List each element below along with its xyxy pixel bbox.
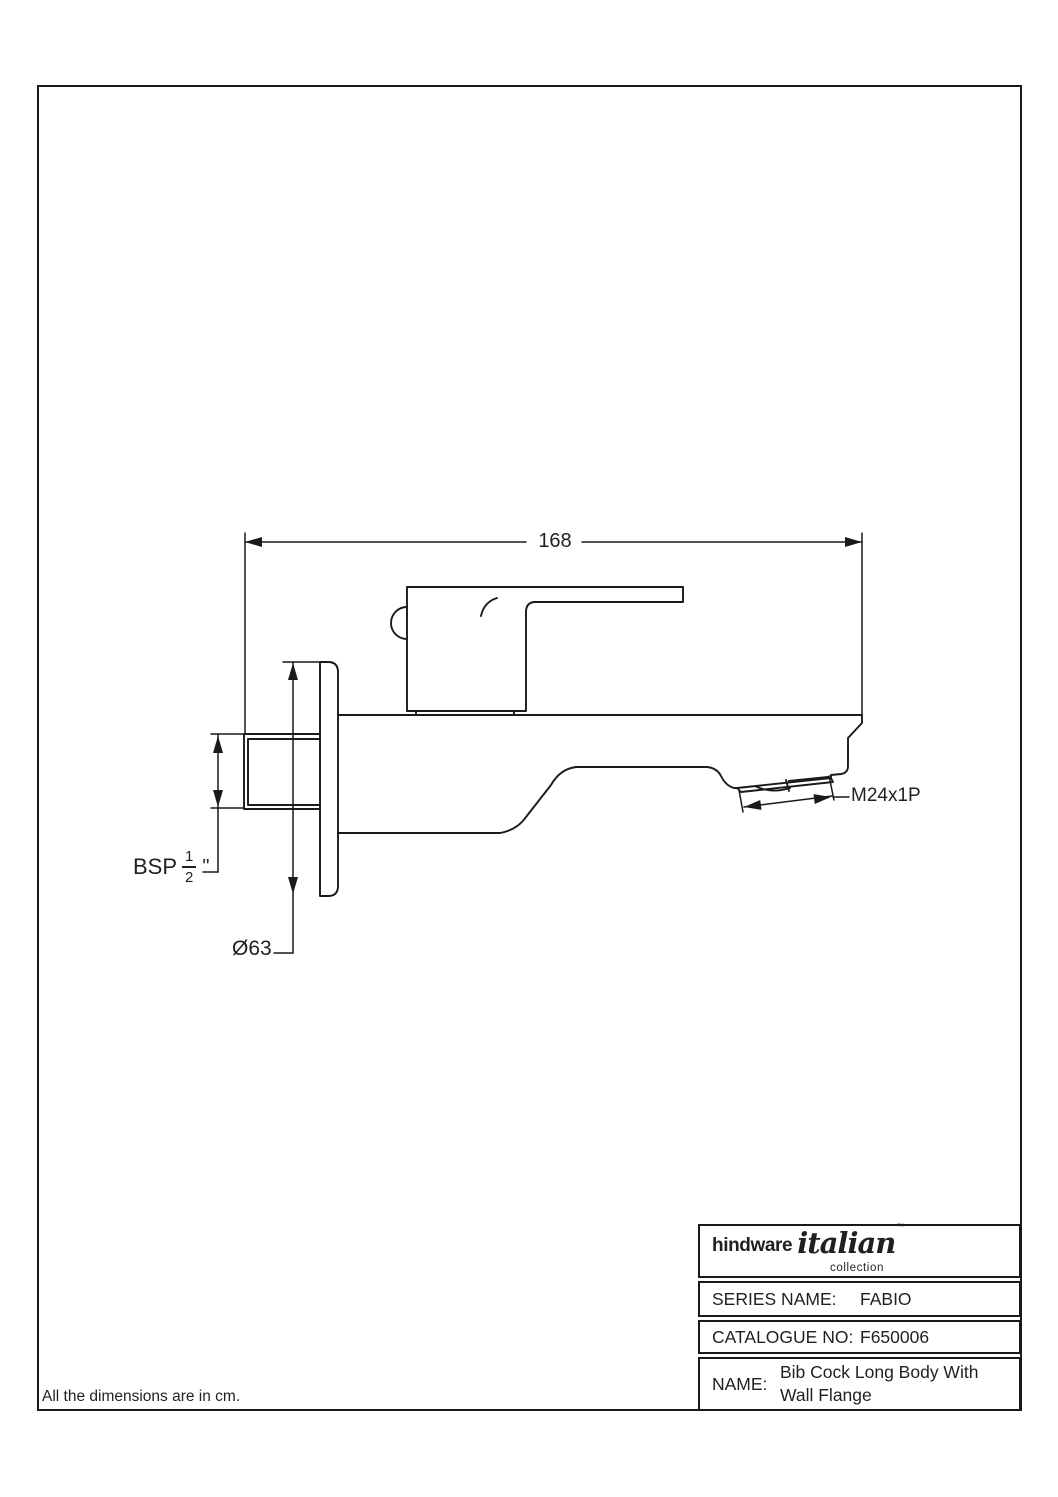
title-block-series-row [698, 1281, 1021, 1317]
product-name-label: NAME: [712, 1373, 768, 1394]
series-name-value: FABIO [860, 1288, 912, 1309]
title-block-catalogue-row [698, 1320, 1021, 1354]
bsp-prefix: BSP [133, 854, 178, 879]
brand-logo [712, 1222, 905, 1274]
catalogue-no-label: CATALOGUE NO: [712, 1326, 854, 1347]
inlet-thread-inner [248, 739, 320, 805]
lever-neck-arc [481, 598, 497, 616]
housing-left-bulge [391, 607, 407, 639]
product-name-value: Bib Cock Long Body With Wall Flange [780, 1362, 979, 1405]
arrow-dia-down [288, 877, 298, 894]
units-note: All the dimensions are in cm. [42, 1388, 241, 1405]
brand-logo-italian: italian [797, 1226, 896, 1260]
bsp-fraction-numerator: 1 [182, 848, 196, 867]
dimm24-tick-left [739, 790, 743, 812]
arrow-bsp-up [213, 736, 223, 753]
inlet-thread-outer [244, 734, 320, 809]
brand-logo-trademark: ™ [896, 1222, 905, 1231]
brand-logo-collection: collection [830, 1262, 884, 1274]
dimension-lines [203, 533, 862, 953]
arrow-168-right [845, 537, 862, 547]
arrow-m24-left [743, 800, 761, 812]
title-block-name-row [698, 1357, 1021, 1411]
dim-flange-diameter-label: Ø63 [232, 937, 272, 960]
series-name-label: SERIES NAME: [712, 1288, 837, 1309]
arrow-m24-right [814, 792, 832, 804]
arrow-168-left [245, 537, 262, 547]
spout-underside-scurve [338, 767, 576, 833]
wall-flange [320, 662, 338, 896]
bsp-fraction-denominator: 2 [185, 868, 194, 886]
dim-length-label: 168 [538, 530, 572, 552]
dim-inlet-thread-label [133, 843, 209, 891]
faucet-outline [244, 587, 862, 896]
dim-spout-thread-label: M24x1P [851, 785, 921, 806]
spout-underside-tip-curve [707, 767, 737, 788]
arrow-bsp-down [213, 790, 223, 807]
bsp-fraction [182, 848, 196, 886]
brand-logo-hindware: hindware [712, 1235, 793, 1256]
spout-right-end [831, 715, 862, 778]
catalogue-no-value: F650006 [860, 1326, 930, 1347]
handle-housing [407, 587, 683, 711]
bsp-inch-mark: " [202, 855, 210, 878]
arrow-dia-up [288, 663, 298, 680]
title-block-logo-row [698, 1224, 1021, 1278]
